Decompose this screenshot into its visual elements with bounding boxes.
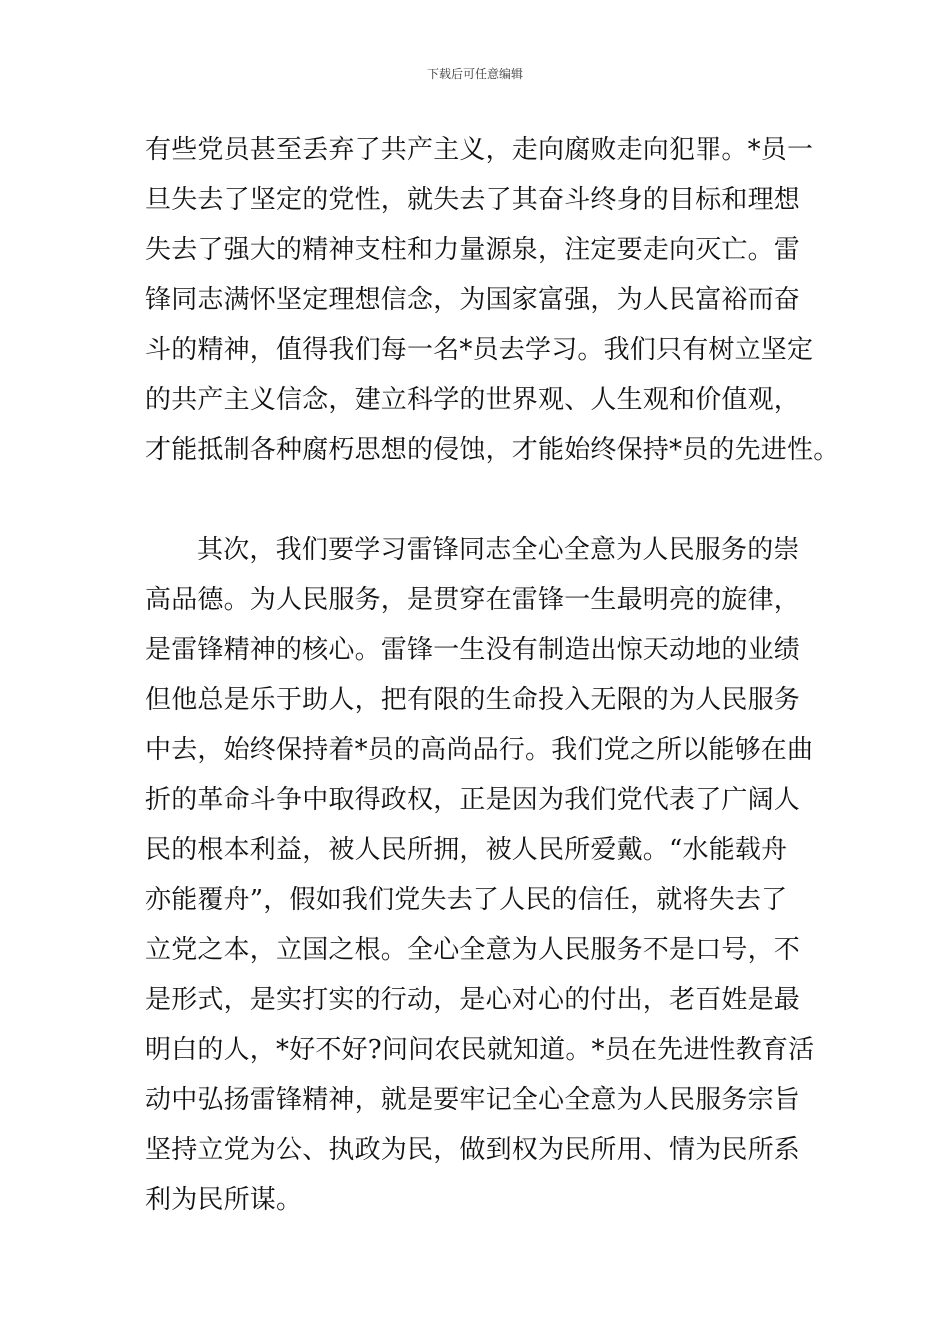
text-line: 动中弘扬雷锋精神，就是要牢记全心全意为人民服务宗旨 (145, 1085, 801, 1115)
text-line: 立党之本，立国之根。全心全意为人民服务不是口号，不 (145, 935, 801, 965)
text-line: 亦能覆舟”，假如我们党失去了人民的信任，就将失去了 (145, 885, 788, 915)
text-line: 折的革命斗争中取得政权，正是因为我们党代表了广阔人 (145, 785, 801, 815)
text-line: 是雷锋精神的核心。雷锋一生没有制造出惊天动地的业绩 (145, 635, 801, 665)
text-line: 有些党员甚至丢弃了共产主义，走向腐败走向犯罪。*员一 (145, 135, 814, 165)
text-line: 高品德。为人民服务，是贯穿在雷锋一生最明亮的旋律， (145, 585, 801, 615)
text-line: 旦失去了坚定的党性，就失去了其奋斗终身的目标和理想 (145, 185, 801, 215)
text-line: 才能抵制各种腐朽思想的侵蚀，才能始终保持*员的先进性。 (145, 435, 840, 465)
text-line: 是形式，是实打实的行动，是心对心的付出，老百姓是最 (145, 985, 801, 1015)
text-line: 失去了强大的精神支柱和力量源泉，注定要走向灭亡。雷 (145, 235, 801, 265)
text-line: 但他总是乐于助人，把有限的生命投入无限的为人民服务 (145, 685, 801, 715)
text-line: 其次，我们要学习雷锋同志全心全意为人民服务的崇 (197, 535, 800, 565)
text-line: 明白的人，*好不好?问问农民就知道。*员在先进性教育活 (145, 1035, 815, 1065)
page-header: 下载后可任意编辑 (426, 67, 523, 81)
text-line: 坚持立党为公、执政为民，做到权为民所用、情为民所系 (145, 1135, 801, 1165)
text-line: 斗的精神，值得我们每一名*员去学习。我们只有树立坚定 (145, 335, 814, 365)
text-line: 的共产主义信念，建立科学的世界观、人生观和价值观， (145, 385, 801, 415)
text-line: 锋同志满怀坚定理想信念，为国家富强，为人民富裕而奋 (145, 285, 801, 315)
text-line: 民的根本利益，被人民所拥，被人民所爱戴。“水能载舟 (145, 835, 788, 865)
text-line: 利为民所谋。 (145, 1185, 303, 1215)
text-line: 中去，始终保持着*员的高尚品行。我们党之所以能够在曲 (145, 735, 814, 765)
